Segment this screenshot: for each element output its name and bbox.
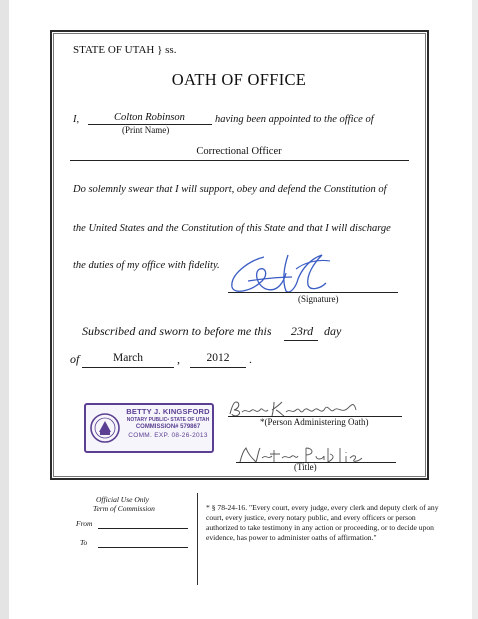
seal-commission-number: COMMISSION# 579867 (135, 424, 201, 430)
sworn-text: Subscribed and sworn to before me this (82, 324, 272, 338)
appointment-suffix: having been appointed to the office of (215, 114, 374, 125)
sworn-month: March (112, 352, 143, 364)
to-label: To (80, 538, 88, 547)
state-line: STATE OF UTAH } ss. (73, 44, 177, 56)
seal-expiration: COMM. EXP. 08-26-2013 (128, 432, 208, 439)
of-prefix: of (70, 352, 80, 366)
document-title: OATH OF OFFICE (171, 70, 307, 89)
seal-notary-role: NOTARY PUBLIC• STATE OF UTAH (126, 417, 210, 423)
footer-divider (197, 493, 198, 585)
oath-line-1: Do solemnly swear that I will support, obey and defend the Constitution of (73, 184, 387, 195)
signature-caption: (Signature) (298, 294, 339, 304)
scan-left-edge (0, 0, 9, 619)
month-comma: , (177, 352, 180, 366)
office-underline (70, 160, 409, 161)
sworn-day: 23rd (290, 324, 314, 338)
seal-notary-name: BETTY J. KINGSFORD (126, 407, 210, 416)
name-caption: (Print Name) (122, 125, 170, 135)
appointee-signature-line (228, 292, 398, 293)
day-underline (284, 340, 318, 341)
month-underline (82, 367, 174, 368)
oath-line-2: the United States and the Constitution of this State and that I will discharge (73, 223, 391, 234)
office-title: Correctional Officer (196, 146, 282, 157)
title-caption: (Title) (294, 462, 317, 472)
term-of-commission-heading: Term of Commission (93, 504, 155, 513)
sworn-day-suffix: day (324, 324, 342, 338)
from-field-line (98, 528, 188, 529)
official-use-heading: Official Use Only (96, 495, 149, 504)
notary-seal (84, 403, 214, 453)
appointee-name: Colton Robinson (114, 112, 185, 123)
from-label: From (76, 519, 93, 528)
statute-note: * § 78-24-16. "Every court, every judge, every clerk and deputy clerk of any court, every justice, every notary public, and every officers or person authorized to take testimony in any action or proceeding, or to decide upon evidence, has power to administer oaths of affirmation." (206, 503, 439, 542)
year-period: . (249, 352, 252, 366)
appointment-prefix: I, (73, 114, 80, 125)
scan-right-edge (472, 0, 478, 619)
to-field-line (98, 547, 188, 548)
state-seal-icon (89, 408, 121, 448)
administrator-caption: *(Person Administering Oath) (260, 417, 369, 427)
year-underline (190, 367, 246, 368)
oath-line-3: the duties of my office with fidelity. (73, 260, 220, 271)
sworn-year: 2012 (206, 352, 230, 364)
